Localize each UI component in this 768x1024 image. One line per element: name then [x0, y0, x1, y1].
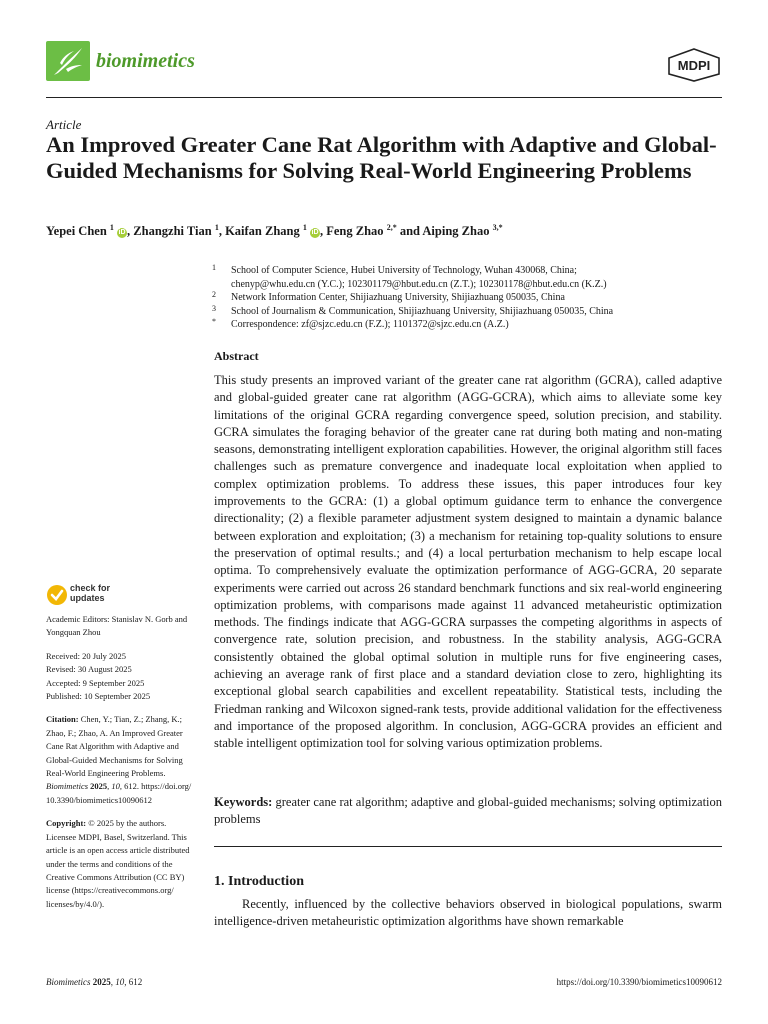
- revised-date: Revised: 30 August 2025: [46, 664, 132, 675]
- accepted-date: Accepted: 9 September 2025: [46, 677, 145, 688]
- publisher-logo: [666, 48, 722, 82]
- author-affiliation-sup: 2,*: [386, 223, 397, 232]
- affiliation-line: Network Information Center, Shijiazhuang University, Shijiazhuang 050035, China: [231, 292, 565, 303]
- affiliation-item: [210, 291, 722, 305]
- publication-dates: [46, 650, 196, 704]
- section-divider: [214, 846, 722, 847]
- affiliation-number: 2: [212, 290, 216, 299]
- publisher-name: MDPI: [677, 58, 711, 73]
- academic-editors: Academic Editors: Stanislav N. Gorb and Yongquan Zhou: [46, 614, 188, 638]
- author-separator: ,: [320, 224, 327, 238]
- keywords-label: Keywords:: [214, 795, 273, 809]
- citation: Citation: Chen, Y.; Tian, Z.; Zhang, K.; Zhao, F.; Zhao, A. An Improved Greater Cane Rat Algorithm with Adaptive and Global-Guided Mechanisms for Solving Real-World Engineering Problems. Biomimetics 2025, 10, 612. https://doi.org/ 10.3390/biomimetics10090612: [46, 714, 192, 805]
- check-updates-line1: check for: [70, 583, 111, 593]
- author-separator: and: [396, 224, 423, 238]
- author-name: Yepei Chen: [46, 224, 107, 238]
- keywords: [214, 794, 722, 829]
- published-date: Published: 10 September 2025: [46, 691, 151, 702]
- journal-logo: [46, 41, 90, 81]
- check-updates-line2: updates: [70, 593, 105, 603]
- section-text: Recently, influenced by the collective behaviors observed in biological populations, swarm intelligence-driven metaheuristic optimization algorithms have shown remarkable: [214, 897, 722, 929]
- author-list: [46, 224, 722, 239]
- author-affiliation-sup: 1: [109, 223, 114, 232]
- sidebar-info: [46, 613, 196, 921]
- paper-title: An Improved Greater Cane Rat Algorithm with Adaptive and Global-Guided Mechanisms for Solving Real-World Engineering Problems: [46, 132, 717, 183]
- affiliation-item: [210, 305, 722, 319]
- citation-doi[interactable]: , 612. https://doi.org/ 10.3390/biomimetics10090612: [46, 781, 192, 805]
- footer-doi-link[interactable]: https://doi.org/10.3390/biomimetics10090612: [556, 977, 722, 987]
- received-date: Received: 20 July 2025: [46, 650, 127, 661]
- author-affiliation-sup: 3,*: [492, 223, 503, 232]
- check-for-updates-button[interactable]: [46, 583, 156, 609]
- citation-label: Citation:: [46, 714, 79, 725]
- citation-journal: Biomimetics: [46, 781, 89, 792]
- affiliation-line: School of Computer Science, Hubei University of Technology, Wuhan 430068, China;: [231, 265, 577, 276]
- copyright-text: © 2025 by the authors. Licensee MDPI, Basel, Switzerland. This article is an open access article distributed under the terms and conditions of the Creative Commons Attribution (CC BY) license (https://creativecommons.org/ licenses/by/4.0/).: [46, 818, 190, 909]
- footer-page: , 612: [124, 977, 143, 987]
- abstract-text: This study presents an improved variant of the greater cane rat algorithm (GCRA), called adaptive and global-guided greater cane rat algorithm (AGG-GCRA), which aims to alleviate some key limitations of the original GCRA regarding convergence speed, solution precision, and stability. GCRA simulates the foraging behavior of the greater cane rat during both mating and non-mating seasons, demonstrating intelligent exploration capabilities. However, the original algorithm still faces challenges such as premature convergence and inadequate local exploitation when applied to complex optimization problems. To address these issues, this paper introduces four key improvements to the GCRA: (1) a global optimum guidance term to enhance the convergence directionality; (2) a flexible parameter adjustment system designed to maintain a dynamic balance between exploration and exploitation; (3) a mechanism for retaining top-quality solutions to ensure the preservation of optimal results.; and (4) a local perturbation mechanism to help escape local optima. To comprehensively evaluate the optimization performance of AGG-GCRA, 20 separate experiments were carried out across 26 standard benchmark functions and six real-world engineering optimization problems, with comparisons made against 11 advanced metaheuristic optimization methods. The findings indicate that AGG-GCRA surpasses the competing algorithms in aspects of convergence rate, solution precision, and robustness. In the stability analysis, AGG-GCRA consistently obtained the global optimal solution in multiple runs for five engineering cases, achieving an average rank of first place and a standard deviation close to zero, highlighting its exceptional global search capabilities and excellent repeatability. Statistical tests, including the Friedman ranking and Wilcoxon signed-rank tests, provide additional validation for the effectiveness and importance of the proposed algorithm. In conclusion, AGG-GCRA provides an efficient and stable intelligent optimization tool for solving various optimization problems.: [214, 373, 722, 751]
- footer-citation: Biomimetics 2025, 10, 612: [46, 977, 143, 987]
- affiliation-line: Correspondence: zf@sjzc.edu.cn (F.Z.); 1101372@sjzc.edu.cn (A.Z.): [231, 319, 509, 330]
- author-name: Kaifan Zhang: [225, 224, 300, 238]
- journal-name: biomimetics: [96, 50, 195, 72]
- header-divider: [46, 97, 722, 98]
- abstract-heading: Abstract: [214, 349, 259, 363]
- affiliation-number: *: [212, 317, 216, 326]
- affiliation-line: School of Journalism & Communication, Shijiazhuang University, Shijiazhuang 050035, China: [231, 305, 614, 317]
- author-separator: ,: [127, 224, 134, 238]
- footer-volume: 10: [115, 977, 125, 987]
- author-separator: ,: [218, 224, 226, 238]
- affiliation-number: 3: [212, 303, 216, 313]
- author-name: Zhangzhi Tian: [133, 224, 212, 238]
- footer-journal: Biomimetics: [46, 977, 91, 987]
- section-title: 1. Introduction: [214, 874, 304, 889]
- affiliations: [210, 264, 722, 332]
- orcid-icon[interactable]: iD: [311, 229, 319, 236]
- orcid-icon[interactable]: iD: [118, 229, 126, 236]
- author-name: Aiping Zhao: [422, 224, 490, 238]
- leaf-bird-icon: [46, 41, 90, 81]
- copyright-label: Copyright:: [46, 818, 87, 829]
- check-updates-icon: [46, 584, 68, 606]
- affiliation-item: [210, 318, 722, 332]
- citation-text: Chen, Y.; Tian, Z.; Zhang, K.; Zhao, F.; Zhao, A. An Improved Greater Cane Rat Algorithm with Adaptive and Global-Guided Mechanisms for Solving Real-World Engineering Problems.: [46, 714, 183, 779]
- author-affiliation-sup: 1: [214, 223, 219, 232]
- keywords-text: greater cane rat algorithm; adaptive and global-guided mechanisms; solving optimization problems: [214, 795, 723, 827]
- citation-year: 2025: [90, 781, 108, 792]
- article-type: Article: [46, 117, 82, 132]
- affiliation-line: chenyp@whu.edu.cn (Y.C.); 102301179@hbut.edu.cn (Z.T.); 102301178@hbut.edu.cn (K.Z.): [231, 278, 607, 290]
- author-name: Feng Zhao: [326, 224, 384, 238]
- affiliation-number: 1: [212, 263, 216, 272]
- affiliation-item: [210, 264, 722, 291]
- author-affiliation-sup: 1: [302, 223, 307, 232]
- citation-volume: 10: [111, 781, 120, 792]
- footer-year: 2025: [92, 977, 111, 987]
- copyright: [46, 817, 196, 911]
